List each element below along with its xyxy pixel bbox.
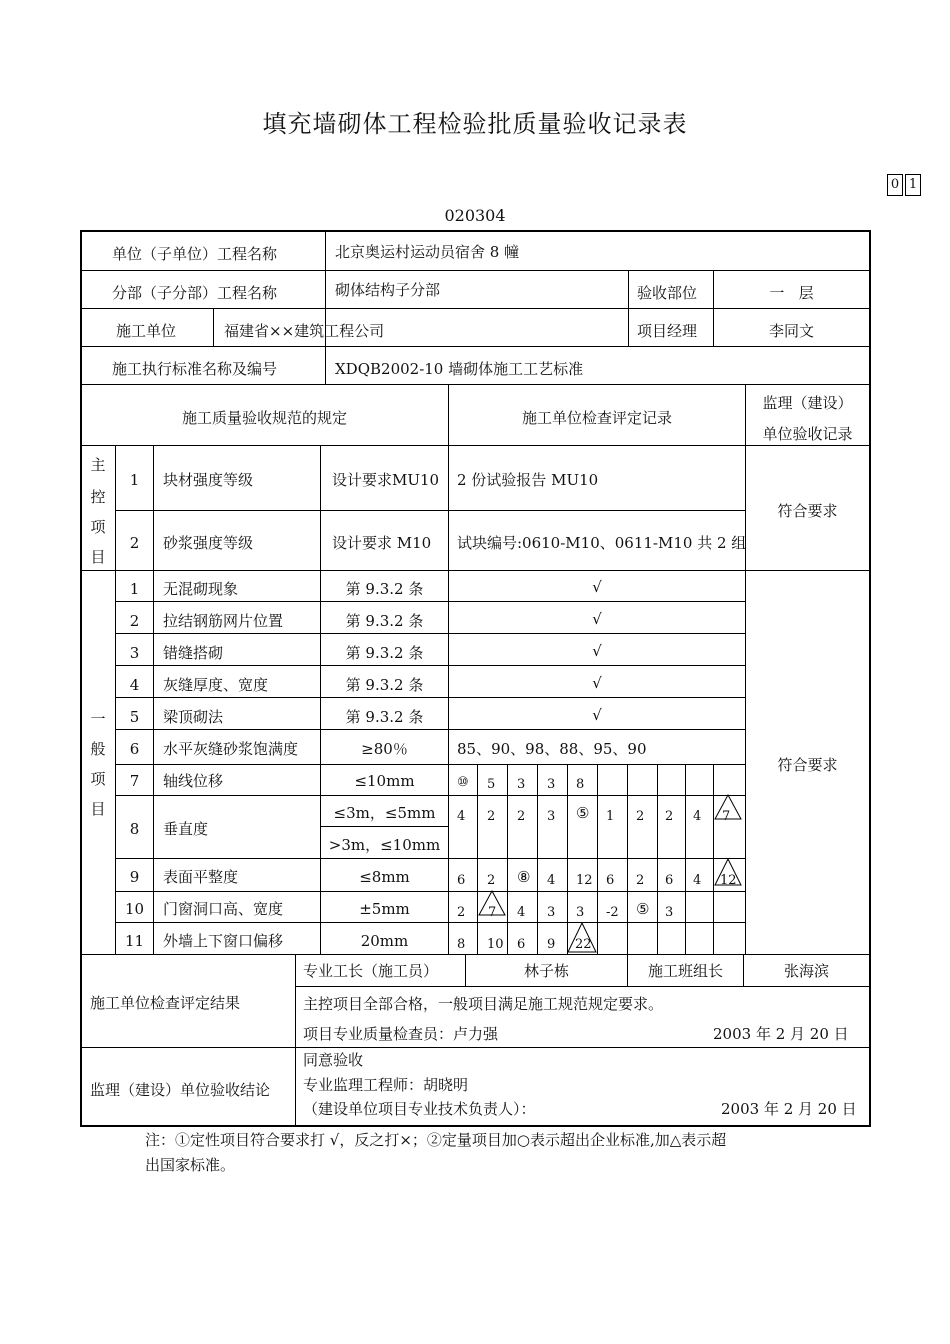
item-number: 1 bbox=[129, 580, 140, 598]
item-number: 5 bbox=[129, 708, 140, 726]
measurement-cell: 6 bbox=[457, 873, 466, 888]
measurement-cell: 9 bbox=[547, 937, 556, 952]
measurement-cell: 2 bbox=[636, 873, 645, 888]
footnote-line-1: 注：①定性项目符合要求打 √，反之打×；②定量项目加○表示超出企业标准,加△表示超 bbox=[145, 1131, 727, 1149]
measurement-cell: ⑤ bbox=[576, 804, 590, 822]
general-group-char: 项 bbox=[90, 770, 106, 788]
item-spec: ≤10mm bbox=[354, 772, 415, 790]
item-spec: 设计要求MU10 bbox=[332, 471, 440, 489]
measurement-cell: 7 bbox=[722, 809, 731, 824]
item-number: 9 bbox=[129, 868, 140, 886]
item-name: 门窗洞口高、宽度 bbox=[163, 900, 284, 918]
project-manager-value: 李同文 bbox=[768, 322, 814, 340]
item-name: 外墙上下窗口偏移 bbox=[163, 932, 284, 950]
item-name: 错缝搭砌 bbox=[163, 644, 224, 662]
item-name: 轴线位移 bbox=[163, 772, 224, 790]
measurement-cell: 2 bbox=[487, 809, 496, 824]
main-group-char: 项 bbox=[90, 518, 106, 536]
measurement-cell: 4 bbox=[547, 873, 556, 888]
item-spec: >3m，≤10mm bbox=[328, 836, 441, 854]
measurement-cell: 3 bbox=[665, 905, 674, 920]
item-name: 梁顶砌法 bbox=[163, 708, 224, 726]
general-group-char: 目 bbox=[90, 800, 106, 818]
measurement-cell: 2 bbox=[457, 905, 466, 920]
item-spec: ±5mm bbox=[359, 900, 410, 918]
supervisor-date: 2003 年 2 月 20 日 bbox=[721, 1100, 857, 1118]
measurement-cell: 6 bbox=[606, 873, 615, 888]
item-number: 3 bbox=[129, 644, 140, 662]
item-record: 试块编号:0610-M10、0611-M10 共 2 组 bbox=[457, 534, 747, 552]
measurement-cell: 2 bbox=[636, 809, 645, 824]
measurement-cell: 3 bbox=[547, 809, 556, 824]
measurement-cell: 3 bbox=[576, 905, 585, 920]
measurement-cell: 3 bbox=[517, 777, 526, 792]
measurement-cell: 4 bbox=[457, 809, 466, 824]
standard-label: 施工执行标准名称及编号 bbox=[112, 360, 278, 378]
owner-tech-lead: （建设单位项目专业技术负责人）： bbox=[303, 1100, 536, 1118]
measurement-cell: 2 bbox=[517, 809, 526, 824]
check-column-header: 施工单位检查评定记录 bbox=[521, 409, 672, 427]
contractor-result-label: 施工单位检查评定结果 bbox=[90, 994, 241, 1012]
item-spec: 第 9.3.2 条 bbox=[345, 580, 424, 598]
item-name: 表面平整度 bbox=[163, 868, 239, 886]
measurement-cell: 12 bbox=[576, 873, 593, 888]
footnote-line-2: 出国家标准。 bbox=[145, 1156, 236, 1174]
check-mark: √ bbox=[592, 642, 602, 660]
item-spec: 设计要求 M10 bbox=[332, 534, 432, 552]
sub-project-label: 分部（子分部）工程名称 bbox=[112, 284, 278, 302]
form-number-boxes bbox=[887, 174, 921, 196]
measurement-cell: 4 bbox=[693, 873, 702, 888]
general-group-char: 一 bbox=[90, 710, 106, 728]
measurement-cell: 6 bbox=[517, 937, 526, 952]
item-number: 2 bbox=[129, 612, 140, 630]
item-spec: ≥80％ bbox=[361, 740, 408, 758]
measurement-cell: -2 bbox=[606, 905, 619, 920]
measurement-cell: 2 bbox=[487, 873, 496, 888]
item-spec: 第 9.3.2 条 bbox=[345, 676, 424, 694]
measurement-cell: 12 bbox=[720, 873, 737, 888]
supervisor-engineer: 专业监理工程师：胡晓明 bbox=[303, 1076, 469, 1094]
measurement-cell: 8 bbox=[576, 777, 585, 792]
measurement-cell: 3 bbox=[547, 777, 556, 792]
foreman-label: 专业工长（施工员） bbox=[303, 962, 439, 980]
item-number: 8 bbox=[129, 820, 140, 838]
item-spec: 第 9.3.2 条 bbox=[345, 612, 424, 630]
item-spec: ≤3m，≤5mm bbox=[333, 804, 436, 822]
standard-value: XDQB2002-10 墙砌体施工工艺标准 bbox=[335, 360, 584, 378]
item-spec: 第 9.3.2 条 bbox=[345, 708, 424, 726]
item-record: 85、90、98、88、95、90 bbox=[457, 740, 647, 758]
spec-column-header: 施工质量验收规范的规定 bbox=[181, 409, 347, 427]
measurement-cell: ⑤ bbox=[636, 900, 650, 918]
team-leader-value: 张海滨 bbox=[783, 962, 829, 980]
measurement-cell: 7 bbox=[488, 905, 497, 920]
measurement-cell: ⑧ bbox=[517, 868, 531, 886]
measurement-cell: 10 bbox=[487, 937, 504, 952]
measurement-cell: 2 bbox=[665, 809, 674, 824]
item-record: 2 份试验报告 MU10 bbox=[457, 471, 599, 489]
supervisor-conclusion: 同意验收 bbox=[303, 1051, 364, 1069]
measurement-cell: 1 bbox=[606, 809, 615, 824]
main-group-char: 目 bbox=[90, 548, 106, 566]
supervisor-column-header-2: 单位验收记录 bbox=[762, 425, 853, 443]
item-number: 6 bbox=[129, 740, 140, 758]
item-number: 1 bbox=[129, 471, 140, 489]
form-code: 020304 bbox=[444, 206, 506, 225]
item-name: 垂直度 bbox=[163, 820, 209, 838]
contractor-statement: 主控项目全部合格，一般项目满足施工规范规定要求。 bbox=[303, 995, 664, 1013]
quality-inspector: 项目专业质量检查员：卢力强 bbox=[303, 1025, 499, 1043]
check-mark: √ bbox=[592, 706, 602, 724]
measurement-cell: 22 bbox=[575, 937, 592, 952]
general-items-conclusion: 符合要求 bbox=[777, 756, 838, 774]
item-number: 4 bbox=[129, 676, 140, 694]
contractor-label: 施工单位 bbox=[116, 322, 177, 340]
item-number: 7 bbox=[129, 772, 140, 790]
item-spec: ≤8mm bbox=[359, 868, 410, 886]
sub-project-value: 砌体结构子分部 bbox=[335, 281, 441, 299]
measurement-cell: 6 bbox=[665, 873, 674, 888]
measurement-cell: 3 bbox=[547, 905, 556, 920]
item-number: 10 bbox=[124, 900, 145, 918]
measurement-cell: 4 bbox=[517, 905, 526, 920]
team-leader-label: 施工班组长 bbox=[647, 962, 723, 980]
acceptance-part-label: 验收部位 bbox=[637, 284, 698, 302]
main-group-char: 控 bbox=[90, 488, 106, 506]
measurement-cell: 8 bbox=[457, 937, 466, 952]
contractor-date: 2003 年 2 月 20 日 bbox=[713, 1025, 849, 1043]
form-number-digit: 1 bbox=[905, 174, 921, 196]
item-number: 2 bbox=[129, 534, 140, 552]
item-name: 水平灰缝砂浆饱满度 bbox=[163, 740, 299, 758]
check-mark: √ bbox=[592, 674, 602, 692]
item-spec: 第 9.3.2 条 bbox=[345, 644, 424, 662]
supervisor-result-label: 监理（建设）单位验收结论 bbox=[90, 1081, 271, 1099]
item-spec: 20mm bbox=[360, 932, 409, 950]
check-mark: √ bbox=[592, 610, 602, 628]
acceptance-part-value: 一 层 bbox=[769, 284, 814, 302]
main-group-char: 主 bbox=[90, 456, 106, 474]
item-name: 拉结钢筋网片位置 bbox=[163, 612, 284, 630]
item-name: 灰缝厚度、宽度 bbox=[163, 676, 269, 694]
project-manager-label: 项目经理 bbox=[637, 322, 698, 340]
contractor-value: 福建省××建筑工程公司 bbox=[224, 322, 385, 340]
supervisor-column-header: 监理（建设） bbox=[762, 394, 853, 412]
measurement-cell: 4 bbox=[693, 809, 702, 824]
item-name: 块材强度等级 bbox=[163, 471, 254, 489]
item-name: 砂浆强度等级 bbox=[163, 534, 254, 552]
general-group-char: 般 bbox=[90, 740, 106, 758]
main-items-conclusion: 符合要求 bbox=[777, 502, 838, 520]
measurement-cell: 5 bbox=[487, 777, 496, 792]
page-title: 填充墙砌体工程检验批质量验收记录表 bbox=[262, 110, 688, 138]
measurement-cell: ⑩ bbox=[457, 775, 469, 790]
item-number: 11 bbox=[124, 932, 145, 950]
foreman-value: 林子栋 bbox=[523, 962, 569, 980]
unit-project-label: 单位（子单位）工程名称 bbox=[112, 245, 278, 263]
check-mark: √ bbox=[592, 578, 602, 596]
unit-project-value: 北京奥运村运动员宿舍 8 幢 bbox=[335, 243, 520, 261]
item-name: 无混砌现象 bbox=[163, 580, 239, 598]
form-number-digit: 0 bbox=[887, 174, 903, 196]
